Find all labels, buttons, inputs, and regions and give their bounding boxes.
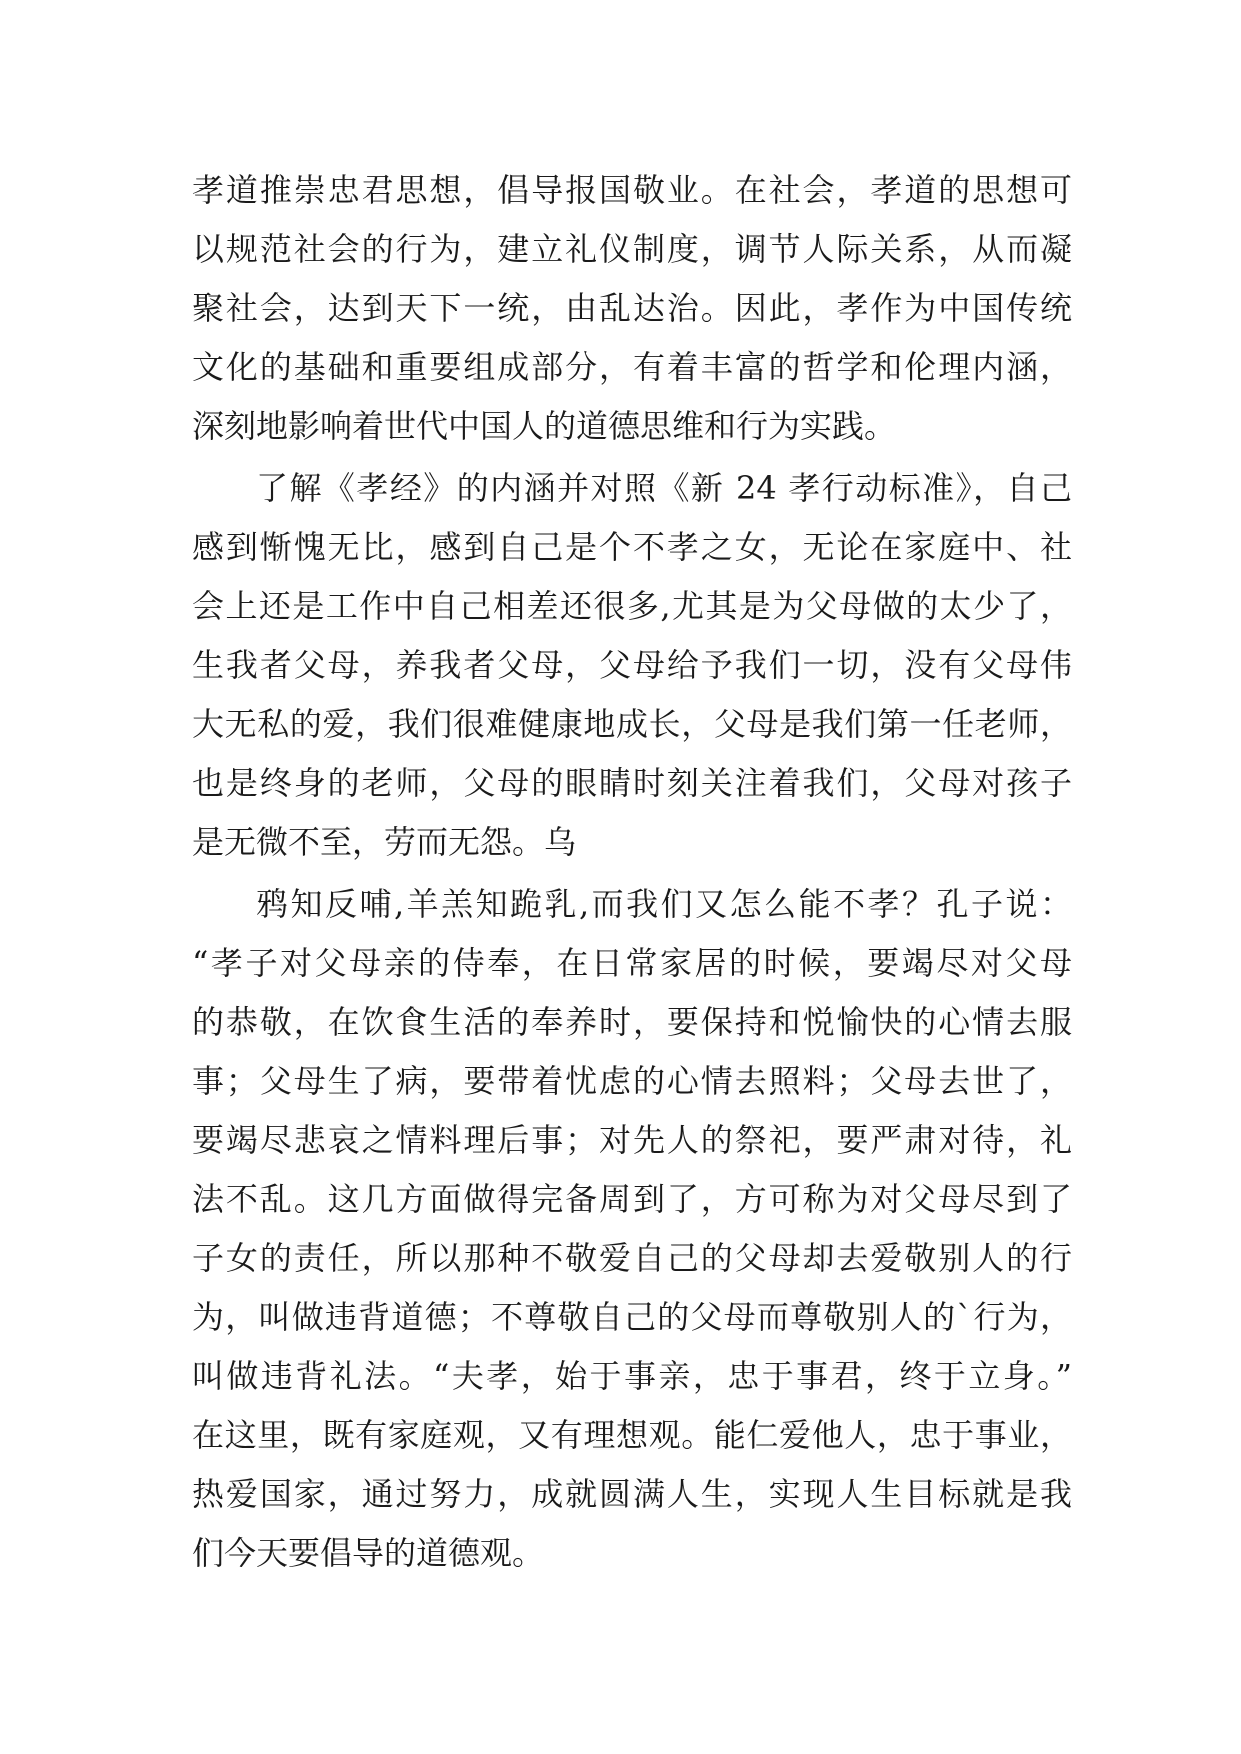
paragraph-2-line-1: 了解《孝经》的内涵并对照《新 24 孝行动标准》，自己 (256, 469, 1072, 507)
paragraph-3-line-5: 要竭尽悲哀之情料理后事；对先人的祭祀，要严肃对待，礼 (192, 1121, 1072, 1159)
paragraph-3-line-8: 为，叫做违背道德；不尊敬自己的父母而尊敬别人的`行为， (192, 1298, 1072, 1336)
paragraph-3-line-12: 们今天要倡导的道德观。 (192, 1534, 545, 1572)
paragraph-3-line-11: 热爱国家，通过努力，成就圆满人生，实现人生目标就是我 (192, 1475, 1072, 1513)
paragraph-2-line-4: 生我者父母，养我者父母，父母给予我们一切，没有父母伟 (192, 646, 1072, 684)
paragraph-3-line-1: 鸦知反哺,羊羔知跪乳,而我们又怎么能不孝？孔子说： (256, 885, 1072, 923)
paragraph-2-line-5: 大无私的爱，我们很难健康地成长，父母是我们第一任老师， (192, 705, 1072, 743)
paragraph-3-line-6: 法不乱。这几方面做得完备周到了，方可称为对父母尽到了 (192, 1180, 1072, 1218)
paragraph-1-line-2: 以规范社会的行为，建立礼仪制度，调节人际关系，从而凝 (192, 230, 1072, 268)
paragraph-2-line-6: 也是终身的老师，父母的眼睛时刻关注着我们，父母对孩子 (192, 764, 1072, 802)
paragraph-2-line-7: 是无微不至，劳而无怨。乌 (192, 823, 577, 861)
paragraph-3-line-7: 子女的责任，所以那种不敬爱自己的父母却去爱敬别人的行 (192, 1239, 1072, 1277)
paragraph-3-line-3: 的恭敬，在饮食生活的奉养时，要保持和悦愉快的心情去服 (192, 1003, 1072, 1041)
paragraph-1-line-4: 文化的基础和重要组成部分，有着丰富的哲学和伦理内涵， (192, 348, 1072, 386)
paragraph-3-line-2: “孝子对父母亲的侍奉，在日常家居的时候，要竭尽对父母 (192, 944, 1072, 982)
paragraph-1-line-1: 孝道推崇忠君思想，倡导报国敬业。在社会，孝道的思想可 (192, 171, 1072, 209)
paragraph-2-line-3: 会上还是工作中自己相差还很多,尤其是为父母做的太少了， (192, 587, 1072, 625)
paragraph-1-line-3: 聚社会，达到天下一统，由乱达治。因此，孝作为中国传统 (192, 289, 1072, 327)
paragraph-1-line-5: 深刻地影响着世代中国人的道德思维和行为实践。 (192, 407, 897, 445)
paragraph-3-line-10: 在这里，既有家庭观，又有理想观。能仁爱他人，忠于事业， (192, 1416, 1072, 1454)
paragraph-2-line-2: 感到惭愧无比，感到自己是个不孝之女，无论在家庭中、社 (192, 528, 1072, 566)
paragraph-3-line-4: 事；父母生了病，要带着忧虑的心情去照料；父母去世了， (192, 1062, 1072, 1100)
paragraph-3-line-9: 叫做违背礼法。“夫孝，始于事亲，忠于事君，终于立身。” (192, 1357, 1072, 1395)
document-body (192, 161, 1072, 1583)
